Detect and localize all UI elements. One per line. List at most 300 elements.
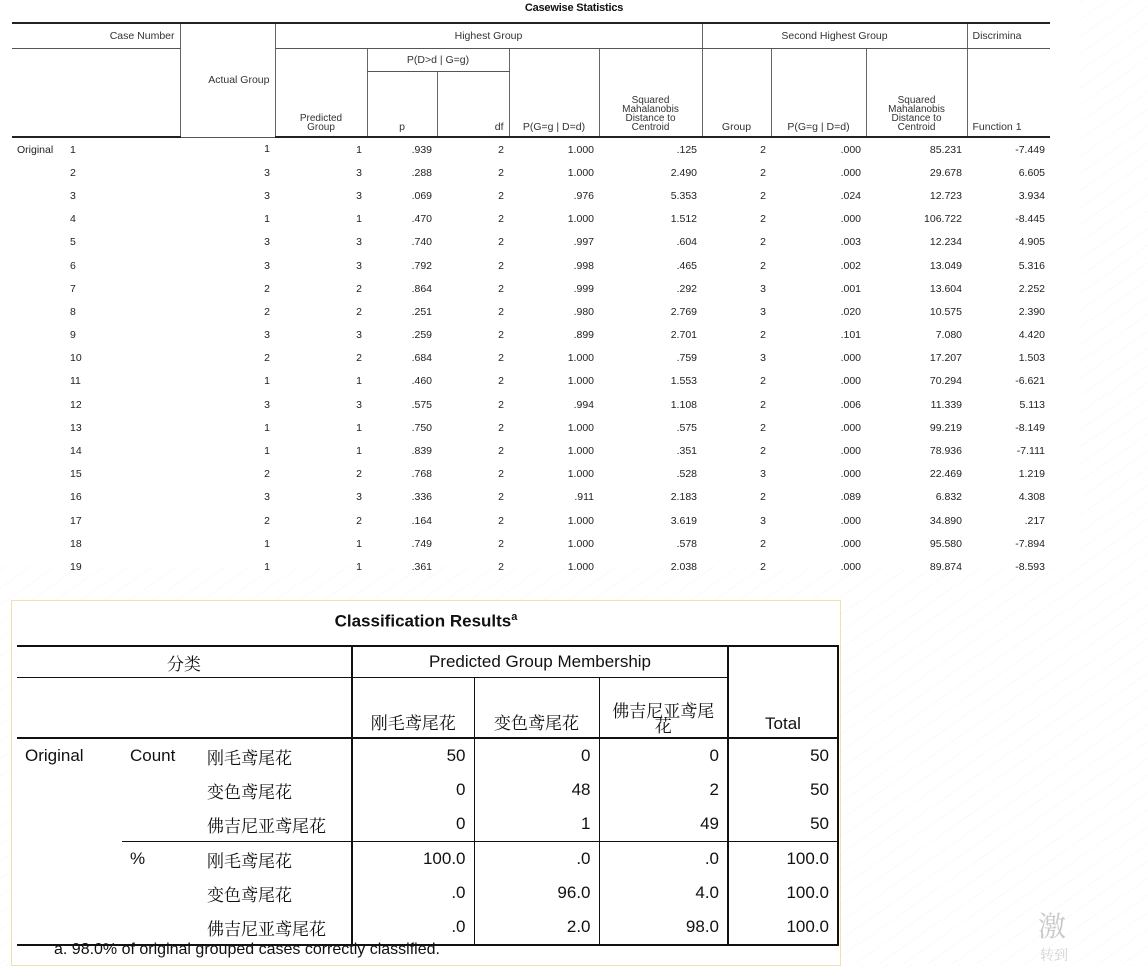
pgd-value: .976 [573, 189, 594, 202]
pgd2-value: .000 [840, 537, 861, 550]
function1-value: 4.308 [1018, 491, 1045, 504]
row-group-label [12, 370, 70, 393]
pct-cell: 98.0 [599, 910, 728, 945]
row-group-label [12, 532, 70, 555]
header-squared-mahalanobis: Squared Mahalanobis Distance to Centroid [622, 95, 679, 133]
header-pdg: P(D>d | G=g) [367, 49, 509, 72]
second-group: 2 [760, 189, 766, 202]
row-group-label [12, 324, 70, 347]
pct-cell: .0 [352, 876, 474, 910]
function1-value: 4.420 [1018, 329, 1045, 342]
sq2-distance: 89.874 [929, 560, 962, 573]
case-number: 9 [70, 329, 76, 342]
sq-distance: 1.553 [670, 375, 697, 388]
pgd2-value: .002 [840, 259, 861, 272]
sq2-distance: 10.575 [929, 305, 962, 318]
classification-results-panel [11, 600, 841, 966]
case-number: 19 [70, 560, 82, 573]
p-value: .939 [411, 143, 432, 156]
sq-distance: 2.038 [670, 560, 697, 573]
sq2-distance: 99.219 [929, 421, 962, 434]
pgd2-value: .000 [840, 213, 861, 226]
sq-distance: .125 [676, 143, 697, 156]
sq2-distance: 22.469 [929, 468, 962, 481]
count-cell: 48 [474, 773, 599, 807]
casewise-row [12, 509, 1050, 532]
function1-value: 1.503 [1018, 352, 1045, 365]
case-number: 8 [70, 305, 76, 318]
predicted-group: 3 [356, 166, 362, 179]
p-value: .684 [411, 352, 432, 365]
pgd2-value: .006 [840, 398, 861, 411]
sq-distance: 2.490 [670, 166, 697, 179]
row-group-label [12, 486, 70, 509]
sq-distance: .528 [676, 468, 697, 481]
header-squared-mahalanobis-2: Squared Mahalanobis Distance to Centroid [888, 95, 945, 133]
df-value: 2 [498, 282, 504, 295]
function1-value: 6.605 [1018, 166, 1045, 179]
header-group1: 刚毛鸢尾花 [352, 678, 474, 739]
second-group: 2 [760, 537, 766, 550]
case-number: 3 [70, 189, 76, 202]
header-function1: Function 1 [967, 49, 1050, 138]
function1-value: 4.905 [1018, 236, 1045, 249]
p-value: .750 [411, 421, 432, 434]
case-number: 17 [70, 514, 82, 527]
second-group: 2 [760, 143, 766, 156]
pgd2-value: .000 [840, 143, 861, 156]
pgd-value: .997 [573, 236, 594, 249]
pgd-value: 1.000 [567, 421, 594, 434]
actual-group: 3 [264, 166, 270, 179]
pct-cell: 4.0 [599, 876, 728, 910]
pct-total: 100.0 [728, 842, 838, 877]
actual-group: 1 [264, 375, 270, 388]
header-category: 分类 [17, 646, 352, 678]
casewise-row [12, 184, 1050, 207]
casewise-row [12, 393, 1050, 416]
header-highest-group: Highest Group [275, 23, 702, 49]
p-value: .361 [411, 560, 432, 573]
case-number: 11 [70, 375, 81, 388]
sq2-distance: 17.207 [929, 352, 962, 365]
pgd2-value: .000 [840, 352, 861, 365]
predicted-group: 3 [356, 491, 362, 504]
p-value: .740 [411, 236, 432, 249]
pct-cell: .0 [474, 842, 599, 877]
df-value: 2 [498, 305, 504, 318]
actual-group: 1 [264, 421, 270, 434]
df-value: 2 [498, 491, 504, 504]
sq2-distance: 12.234 [929, 236, 962, 249]
row-group-label [12, 347, 70, 370]
pgd2-value: .000 [840, 514, 861, 527]
actual-group: 3 [264, 189, 270, 202]
count-cell: 49 [599, 807, 728, 842]
df-value: 2 [498, 421, 504, 434]
pct-cell: .0 [599, 842, 728, 877]
row-group-label [12, 509, 70, 532]
count-cell: 0 [599, 738, 728, 773]
pgd-value: 1.000 [567, 537, 594, 550]
header-group: Group [702, 49, 771, 138]
actual-group: 1 [264, 213, 270, 226]
predicted-group: 3 [356, 236, 362, 249]
pgd2-value: .020 [840, 305, 861, 318]
case-number: 5 [70, 236, 76, 249]
sq-distance: 2.701 [670, 329, 697, 342]
row-group-label [12, 300, 70, 323]
pgd-value: 1.000 [567, 468, 594, 481]
sq-distance: 5.353 [670, 189, 697, 202]
df-value: 2 [498, 375, 504, 388]
row-group-label [12, 463, 70, 486]
sq-distance: .604 [676, 236, 697, 249]
actual-group: 2 [264, 352, 270, 365]
second-group: 3 [760, 282, 766, 295]
casewise-row [12, 416, 1050, 439]
header-total: Total [728, 646, 838, 738]
watermark-text: 激 [1038, 910, 1067, 943]
count-total: 50 [728, 773, 838, 807]
pct-row-label: 变色鸢尾花 [207, 885, 292, 905]
sq-distance: .759 [676, 352, 697, 365]
predicted-group: 3 [356, 329, 362, 342]
case-number: 7 [70, 282, 76, 295]
row-group-label [12, 393, 70, 416]
pgd-value: 1.000 [567, 560, 594, 573]
case-number: 6 [70, 259, 76, 272]
pgd2-value: .089 [840, 491, 861, 504]
count-cell: 0 [352, 773, 474, 807]
pgd-value: .998 [573, 259, 594, 272]
df-value: 2 [498, 352, 504, 365]
sq-distance: 2.183 [670, 491, 697, 504]
second-group: 2 [760, 329, 766, 342]
actual-group: 2 [264, 282, 270, 295]
sq-distance: 3.619 [670, 514, 697, 527]
actual-group: 3 [264, 329, 270, 342]
function1-value: 1.219 [1018, 468, 1045, 481]
watermark-subtext: 转到 [1040, 948, 1068, 964]
predicted-group: 2 [356, 514, 362, 527]
header-group2: 变色鸢尾花 [474, 678, 599, 739]
casewise-row [12, 370, 1050, 393]
actual-group: 3 [264, 398, 270, 411]
pct-total: 100.0 [728, 910, 838, 945]
row-group-label [12, 416, 70, 439]
p-value: .259 [411, 329, 432, 342]
df-value: 2 [498, 468, 504, 481]
header-pgd2: P(G=g | D=d) [771, 49, 866, 138]
df-value: 2 [498, 236, 504, 249]
header-discriminant: Discrimina [967, 23, 1050, 49]
predicted-group: 1 [356, 375, 362, 388]
case-number: 15 [70, 468, 82, 481]
actual-group: 1 [264, 143, 270, 156]
sq2-distance: 106.722 [924, 213, 962, 226]
pgd-value: 1.000 [567, 352, 594, 365]
count-row-label: 变色鸢尾花 [207, 782, 292, 802]
classification-title: Classification Results$^a$ [334, 611, 518, 631]
actual-group: 2 [264, 514, 270, 527]
count-cell: 0 [474, 738, 599, 773]
predicted-group: 2 [356, 468, 362, 481]
pgd2-value: .000 [840, 375, 861, 388]
row-group-label [12, 277, 70, 300]
header-second-highest-group: Second Highest Group [702, 23, 967, 49]
case-number: 12 [70, 398, 82, 411]
count-cell: 2 [599, 773, 728, 807]
casewise-row [12, 439, 1050, 462]
sq-distance: 1.512 [670, 213, 697, 226]
function1-value: 2.252 [1018, 282, 1045, 295]
second-group: 2 [760, 491, 766, 504]
second-group: 2 [760, 259, 766, 272]
pgd-value: .994 [573, 398, 594, 411]
second-group: 2 [760, 213, 766, 226]
classification-footnote: a. 98.0% of original grouped cases correctly classified. [54, 941, 440, 958]
df-value: 2 [498, 514, 504, 527]
pgd-value: .899 [573, 329, 594, 342]
second-group: 3 [760, 305, 766, 318]
count-row-label: 刚毛鸢尾花 [207, 748, 292, 768]
sq2-distance: 29.678 [929, 166, 962, 179]
function1-value: -7.894 [1015, 537, 1045, 550]
predicted-group: 1 [356, 537, 362, 550]
sq2-distance: 95.580 [929, 537, 962, 550]
pgd-value: 1.000 [567, 143, 594, 156]
case-number: 18 [70, 537, 82, 550]
count-total: 50 [728, 807, 838, 842]
function1-value: 5.113 [1019, 398, 1045, 411]
p-value: .749 [411, 537, 432, 550]
pgd-value: 1.000 [567, 514, 594, 527]
df-value: 2 [498, 560, 504, 573]
pgd-value: 1.000 [567, 213, 594, 226]
function1-value: -6.621 [1015, 375, 1045, 388]
pgd-value: 1.000 [567, 166, 594, 179]
p-value: .792 [411, 259, 432, 272]
predicted-group: 2 [356, 305, 362, 318]
pgd2-value: .000 [840, 560, 861, 573]
sq2-distance: 78.936 [929, 445, 962, 458]
p-value: .839 [411, 445, 432, 458]
function1-value: 2.390 [1018, 305, 1045, 318]
count-cell: 50 [352, 738, 474, 773]
second-group: 2 [760, 398, 766, 411]
sq-distance: .575 [676, 421, 697, 434]
actual-group: 1 [264, 537, 270, 550]
function1-value: -8.149 [1015, 421, 1045, 434]
pgd-value: 1.000 [567, 445, 594, 458]
header-df: df [437, 72, 509, 138]
function1-value: 5.316 [1018, 259, 1045, 272]
pgd2-value: .000 [840, 166, 861, 179]
second-group: 2 [760, 375, 766, 388]
sq2-distance: 6.832 [935, 491, 962, 504]
second-group: 2 [760, 560, 766, 573]
sq-distance: 1.108 [670, 398, 697, 411]
header-predicted-group: Predicted Group [299, 113, 343, 133]
pct-cell: 100.0 [352, 842, 474, 877]
casewise-row [12, 208, 1050, 231]
predicted-group: 3 [356, 189, 362, 202]
pgd-value: .980 [573, 305, 594, 318]
pct-row-label: 刚毛鸢尾花 [199, 842, 352, 877]
casewise-row [12, 463, 1050, 486]
second-group: 2 [760, 421, 766, 434]
casewise-table [12, 22, 1050, 579]
predicted-group: 2 [356, 352, 362, 365]
row-group-label [12, 439, 70, 462]
header-group3: 佛吉尼亚鸢尾 花 [612, 702, 715, 736]
row-original-label: Original [25, 746, 84, 765]
header-predicted-membership: Predicted Group Membership [352, 646, 728, 678]
row-count-label: Count [130, 746, 176, 765]
df-value: 2 [498, 445, 504, 458]
pct-total: 100.0 [728, 876, 838, 910]
casewise-row [12, 300, 1050, 323]
casewise-row [12, 555, 1050, 578]
row-group-label: Original [17, 143, 54, 156]
actual-group: 3 [264, 491, 270, 504]
pct-row-label: 佛吉尼亚鸢尾花 [199, 910, 352, 945]
sq2-distance: 13.049 [929, 259, 962, 272]
case-number: 10 [70, 352, 82, 365]
header-case-number: Case Number [12, 23, 180, 49]
row-pct-label: % [122, 842, 199, 877]
casewise-row [12, 254, 1050, 277]
second-group: 3 [760, 352, 766, 365]
row-group-label [12, 231, 70, 254]
count-cell: 0 [352, 807, 474, 842]
sq2-distance: 70.294 [929, 375, 962, 388]
case-number: 14 [70, 445, 82, 458]
predicted-group: 1 [356, 213, 362, 226]
casewise-row [12, 347, 1050, 370]
header-p: p [367, 72, 437, 138]
second-group: 2 [760, 236, 766, 249]
header-actual-group: Actual Group [180, 23, 275, 137]
predicted-group: 1 [356, 560, 362, 573]
actual-group: 2 [264, 468, 270, 481]
sq2-distance: 12.723 [929, 189, 962, 202]
sq2-distance: 13.604 [929, 282, 962, 295]
df-value: 2 [498, 398, 504, 411]
p-value: .251 [411, 305, 432, 318]
second-group: 3 [760, 514, 766, 527]
p-value: .460 [411, 375, 432, 388]
case-number: 1 [70, 143, 76, 156]
casewise-row [12, 486, 1050, 509]
pct-cell: 96.0 [474, 876, 599, 910]
pgd2-value: .001 [840, 282, 861, 295]
function1-value: -8.445 [1015, 213, 1045, 226]
p-value: .069 [411, 189, 432, 202]
predicted-group: 1 [356, 445, 362, 458]
p-value: .288 [411, 166, 432, 179]
case-number: 2 [70, 166, 76, 179]
row-group-label [12, 254, 70, 277]
sq2-distance: 7.080 [935, 329, 962, 342]
df-value: 2 [498, 166, 504, 179]
casewise-row [12, 324, 1050, 347]
casewise-row [12, 532, 1050, 555]
df-value: 2 [498, 143, 504, 156]
predicted-group: 3 [356, 398, 362, 411]
count-row-label: 佛吉尼亚鸢尾花 [207, 816, 326, 836]
sq-distance: .578 [676, 537, 697, 550]
case-number: 16 [70, 491, 82, 504]
pgd2-value: .000 [840, 445, 861, 458]
row-group-label [12, 184, 70, 207]
count-total: 50 [728, 738, 838, 773]
p-value: .864 [411, 282, 432, 295]
pgd2-value: .003 [840, 236, 861, 249]
second-group: 3 [760, 468, 766, 481]
function1-value: 3.934 [1018, 189, 1045, 202]
actual-group: 2 [264, 305, 270, 318]
casewise-row [12, 161, 1050, 184]
df-value: 2 [498, 189, 504, 202]
sq-distance: .292 [676, 282, 697, 295]
pgd2-value: .101 [840, 329, 861, 342]
row-group-label [12, 208, 70, 231]
function1-value: .217 [1024, 514, 1045, 527]
predicted-group: 1 [356, 421, 362, 434]
second-group: 2 [760, 166, 766, 179]
df-value: 2 [498, 213, 504, 226]
sq-distance: .465 [676, 259, 697, 272]
df-value: 2 [498, 537, 504, 550]
p-value: .164 [411, 514, 432, 527]
predicted-group: 1 [356, 143, 362, 156]
predicted-group: 2 [356, 282, 362, 295]
row-group-label [12, 161, 70, 184]
df-value: 2 [498, 259, 504, 272]
predicted-group: 3 [356, 259, 362, 272]
classification-table [17, 645, 839, 946]
second-group: 2 [760, 445, 766, 458]
casewise-row [12, 277, 1050, 300]
pgd2-value: .000 [840, 468, 861, 481]
p-value: .768 [411, 468, 432, 481]
row-group-label [12, 555, 70, 578]
case-number: 4 [70, 213, 76, 226]
pgd-value: .999 [573, 282, 594, 295]
pgd2-value: .000 [840, 421, 861, 434]
function1-value: -8.593 [1015, 560, 1045, 573]
p-value: .336 [411, 491, 432, 504]
actual-group: 3 [264, 259, 270, 272]
casewise-row [12, 137, 1050, 161]
sq2-distance: 34.890 [929, 514, 962, 527]
p-value: .470 [411, 213, 432, 226]
header-pgd: P(G=g | D=d) [509, 49, 599, 138]
function1-value: -7.449 [1015, 143, 1045, 156]
pgd2-value: .024 [840, 189, 861, 202]
count-cell: 1 [474, 807, 599, 842]
function1-value: -7.111 [1016, 445, 1045, 458]
case-number: 13 [70, 421, 82, 434]
pct-cell: 2.0 [474, 910, 599, 945]
pct-cell: .0 [352, 910, 474, 945]
actual-group: 1 [264, 560, 270, 573]
sq2-distance: 11.339 [930, 398, 962, 411]
df-value: 2 [498, 329, 504, 342]
p-value: .575 [411, 398, 432, 411]
